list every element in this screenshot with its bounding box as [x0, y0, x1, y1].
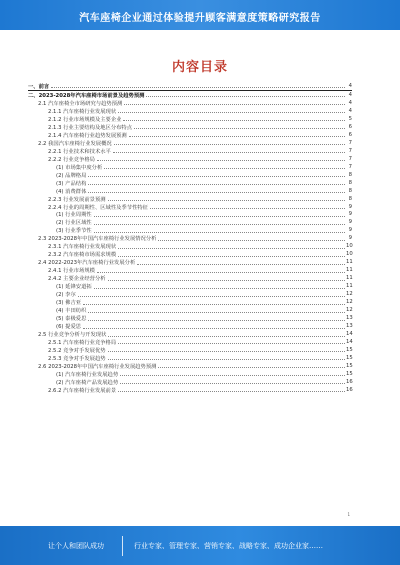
toc-entry-page: 8 — [348, 171, 352, 178]
toc-entry-page: 6 — [348, 131, 352, 138]
toc-leader-dots — [94, 224, 345, 225]
toc-entry[interactable] — [28, 147, 352, 155]
toc-leader-dots — [118, 256, 345, 257]
page-number: 1 — [347, 512, 350, 517]
toc-leader-dots — [88, 312, 345, 313]
toc-entry-label: (1) 汽车座椅行业发展趋势 — [56, 371, 119, 378]
toc-entry[interactable] — [28, 187, 352, 195]
toc-leader-dots — [83, 328, 345, 329]
toc-entry[interactable] — [28, 298, 352, 306]
toc-entry[interactable] — [28, 131, 352, 139]
header-bar — [0, 0, 400, 30]
toc-entry-page: 12 — [346, 307, 353, 314]
toc-leader-dots — [83, 304, 345, 305]
toc-entry-label: 2.3.1 汽车座椅行业发展现状 — [48, 244, 117, 251]
footer-experts: 行业专家、管理专家、营销专家、战略专家、成功企业家…… — [134, 542, 323, 550]
toc-entry[interactable] — [28, 338, 352, 346]
toc-entry-label: (4) 丰田纺织 — [56, 308, 87, 315]
toc-entry-label: (2) 李尔 — [56, 292, 76, 299]
footer-slogan: 让个人和团队成功 — [48, 542, 104, 550]
toc-entry-page: 4 — [348, 107, 352, 114]
toc-entry[interactable] — [28, 306, 352, 314]
toc-entry-label: 2.1 汽车座椅全市场研究与趋势预测 — [38, 100, 123, 107]
toc-leader-dots — [137, 264, 345, 265]
toc-entry-label: 2.4.1 行业市场规模 — [48, 268, 95, 275]
toc-leader-dots — [158, 367, 345, 368]
toc-entry-page: 7 — [348, 147, 352, 154]
toc-entry-label: 2.3.2 汽车座椅市场需求规模 — [48, 252, 117, 259]
toc-entry-page: 4 — [348, 82, 352, 89]
toc-entry-label: 2.2.1 行业技术和技术水平 — [48, 148, 111, 155]
toc-entry-label: (4) 消费群体 — [56, 188, 87, 195]
toc-entry-page: 8 — [348, 179, 352, 186]
toc-entry[interactable] — [28, 211, 352, 219]
toc-leader-dots — [108, 359, 345, 360]
toc-entry-page: 15 — [346, 346, 353, 353]
toc-leader-dots — [94, 216, 345, 217]
toc-entry[interactable] — [28, 370, 352, 378]
toc-entry[interactable] — [28, 163, 352, 171]
toc-leader-dots — [150, 208, 345, 209]
toc-entry-label: 2.2.2 行业竞争格局 — [48, 156, 95, 163]
toc-entry-page: 15 — [346, 370, 353, 377]
toc-entry-label: 2.2 我国汽车座椅行业发展概况 — [38, 140, 112, 147]
toc-entry[interactable] — [28, 234, 352, 242]
toc-entry-page: 9 — [348, 219, 352, 226]
toc-entry[interactable] — [28, 155, 352, 163]
toc-entry-page: 11 — [346, 267, 353, 274]
toc-entry-label: 2.4.2 主要企业经营分析 — [48, 276, 106, 283]
toc-entry-page: 14 — [346, 338, 353, 345]
toc-entry[interactable] — [28, 203, 352, 211]
toc-entry-label: 2.6 2023-2028年中国汽车座椅行业发展趋势预测 — [38, 363, 157, 370]
toc-leader-dots — [120, 375, 345, 376]
toc-entry[interactable] — [28, 123, 352, 131]
toc-entry-page: 7 — [348, 155, 352, 162]
toc-leader-dots — [88, 192, 345, 193]
toc-entry-page: 7 — [348, 163, 352, 170]
toc-entry-page: 9 — [348, 235, 352, 242]
toc-leader-dots — [123, 120, 345, 121]
toc-entry-page: 8 — [348, 195, 352, 202]
table-of-contents — [28, 82, 352, 394]
toc-entry-page: 9 — [348, 211, 352, 218]
toc-entry-page: 14 — [346, 331, 353, 338]
toc-entry-label: (5) 泰极爱思 — [56, 316, 87, 323]
toc-entry[interactable] — [28, 330, 352, 338]
toc-entry-page: 16 — [346, 386, 353, 393]
toc-entry[interactable] — [28, 282, 352, 290]
toc-entry-page: 10 — [346, 243, 353, 250]
toc-leader-dots — [118, 112, 345, 113]
toc-entry[interactable] — [28, 139, 352, 147]
toc-entry-page: 11 — [346, 275, 353, 282]
toc-leader-dots — [114, 144, 345, 145]
toc-leader-dots — [104, 168, 345, 169]
toc-leader-dots — [118, 343, 345, 344]
toc-entry-label: (2) 行业区域性 — [56, 220, 92, 227]
toc-entry-page: 15 — [346, 354, 353, 361]
toc-entry-page: 7 — [348, 139, 352, 146]
toc-leader-dots — [78, 296, 345, 297]
toc-entry[interactable] — [28, 99, 352, 107]
toc-entry[interactable] — [28, 314, 352, 322]
toc-entry[interactable] — [28, 386, 352, 394]
toc-entry-label: 2.1.2 行业市场规模及主要企业 — [48, 116, 122, 123]
toc-entry[interactable] — [28, 354, 352, 362]
toc-entry-page: 13 — [346, 323, 353, 330]
report-title: 汽车座椅企业通过体验提升顾客满意度策略研究报告 — [79, 13, 321, 24]
toc-leader-dots — [94, 288, 345, 289]
toc-entry-label: 二、2023-2028年汽车座椅市场前景及趋势预测 — [28, 92, 145, 99]
toc-entry[interactable] — [28, 82, 352, 90]
toc-entry[interactable] — [28, 171, 352, 179]
toc-entry-page: 10 — [346, 251, 353, 258]
toc-leader-dots — [88, 184, 345, 185]
toc-entry[interactable] — [28, 362, 352, 370]
toc-leader-dots — [51, 87, 345, 88]
toc-entry-label: 2.5.3 竞争对手发展趋势 — [48, 355, 106, 362]
toc-entry-label: 2.5.1 汽车座椅行业竞争格局 — [48, 339, 117, 346]
toc-entry-label: 2.5.2 竞争对手发展优势 — [48, 347, 106, 354]
toc-entry-page: 11 — [346, 283, 353, 290]
toc-entry[interactable] — [28, 115, 352, 123]
toc-entry[interactable] — [28, 290, 352, 298]
toc-entry[interactable] — [28, 195, 352, 203]
toc-entry-page: 5 — [348, 115, 352, 122]
toc-leader-dots — [108, 336, 345, 337]
toc-entry-page: 9 — [348, 203, 352, 210]
toc-leader-dots — [118, 248, 345, 249]
toc-leader-dots — [97, 272, 345, 273]
toc-leader-dots — [124, 104, 345, 105]
toc-leader-dots — [129, 136, 345, 137]
toc-entry-label: (1) 行业周期性 — [56, 212, 92, 219]
toc-leader-dots — [97, 160, 345, 161]
toc-entry[interactable] — [28, 107, 352, 115]
toc-leader-dots — [108, 200, 345, 201]
toc-entry[interactable] — [28, 91, 352, 99]
toc-leader-dots — [88, 176, 345, 177]
toc-entry-page: 4 — [348, 99, 352, 106]
toc-entry-page: 8 — [348, 187, 352, 194]
toc-leader-dots — [146, 96, 345, 97]
toc-leader-dots — [120, 383, 345, 384]
toc-entry[interactable] — [28, 242, 352, 250]
toc-entry[interactable] — [28, 226, 352, 234]
toc-entry-page: 16 — [346, 378, 353, 385]
toc-entry-page: 9 — [348, 227, 352, 234]
toc-entry-label: 2.6.2 汽车座椅行业发展前景 — [48, 387, 117, 394]
toc-entry-label: 一、前言 — [28, 83, 50, 90]
toc-entry-page: 15 — [346, 362, 353, 369]
toc-leader-dots — [118, 391, 345, 392]
toc-entry-label: (3) 产品结构 — [56, 180, 87, 187]
toc-entry-page: 12 — [346, 299, 353, 306]
toc-entry[interactable] — [28, 258, 352, 266]
toc-leader-dots — [158, 240, 345, 241]
toc-entry-label: 2.5 行业竞争分析与开发现状 — [38, 332, 107, 339]
toc-leader-dots — [108, 280, 345, 281]
toc-heading: 内容目录 — [171, 60, 228, 75]
toc-entry[interactable] — [28, 322, 352, 330]
toc-entry-page: 13 — [346, 315, 353, 322]
footer-divider — [122, 536, 123, 556]
toc-entry-label: (3) 佛吉亚 — [56, 300, 82, 307]
toc-leader-dots — [134, 128, 345, 129]
toc-entry-page: 4 — [348, 91, 352, 98]
toc-entry-label: (2) 汽车座椅产品发展趋势 — [56, 379, 119, 386]
toc-entry[interactable] — [28, 346, 352, 354]
toc-entry-label: 2.2.3 行业发展前景预测 — [48, 196, 106, 203]
toc-entry-page: 12 — [346, 291, 353, 298]
toc-leader-dots — [88, 320, 345, 321]
toc-entry-label: (1) 市场集中度分析 — [56, 164, 103, 171]
toc-entry[interactable] — [28, 266, 352, 274]
footer-bar — [0, 526, 400, 565]
toc-entry-label: (2) 品牌格局 — [56, 172, 87, 179]
toc-entry-label: (6) 提爱思 — [56, 324, 82, 331]
toc-entry[interactable] — [28, 179, 352, 187]
toc-entry[interactable] — [28, 378, 352, 386]
toc-entry-label: 2.3 2023-2028年中国汽车座椅行业发展情况分析 — [38, 236, 157, 243]
toc-leader-dots — [108, 351, 345, 352]
toc-entry[interactable] — [28, 274, 352, 282]
toc-entry[interactable] — [28, 250, 352, 258]
toc-leader-dots — [113, 152, 345, 153]
toc-entry-label: (1) 延锋安道拓 — [56, 284, 92, 291]
toc-leader-dots — [94, 232, 345, 233]
toc-entry-label: 2.4 2022-2023年汽车座椅行业发展分析 — [38, 260, 136, 267]
toc-entry-label: 2.1.1 汽车座椅行业发展现状 — [48, 108, 117, 115]
toc-entry-page: 11 — [346, 259, 353, 266]
toc-entry-label: 2.1.4 汽车座椅行业趋势发展预测 — [48, 132, 127, 139]
toc-entry[interactable] — [28, 218, 352, 226]
toc-entry-label: 2.1.3 行业主要结构及地区分布特点 — [48, 124, 133, 131]
toc-entry-label: 2.2.4 行业的周期性、区域性及季节性特征 — [48, 204, 148, 211]
toc-entry-page: 6 — [348, 123, 352, 130]
toc-entry-label: (3) 行业季节性 — [56, 228, 92, 235]
